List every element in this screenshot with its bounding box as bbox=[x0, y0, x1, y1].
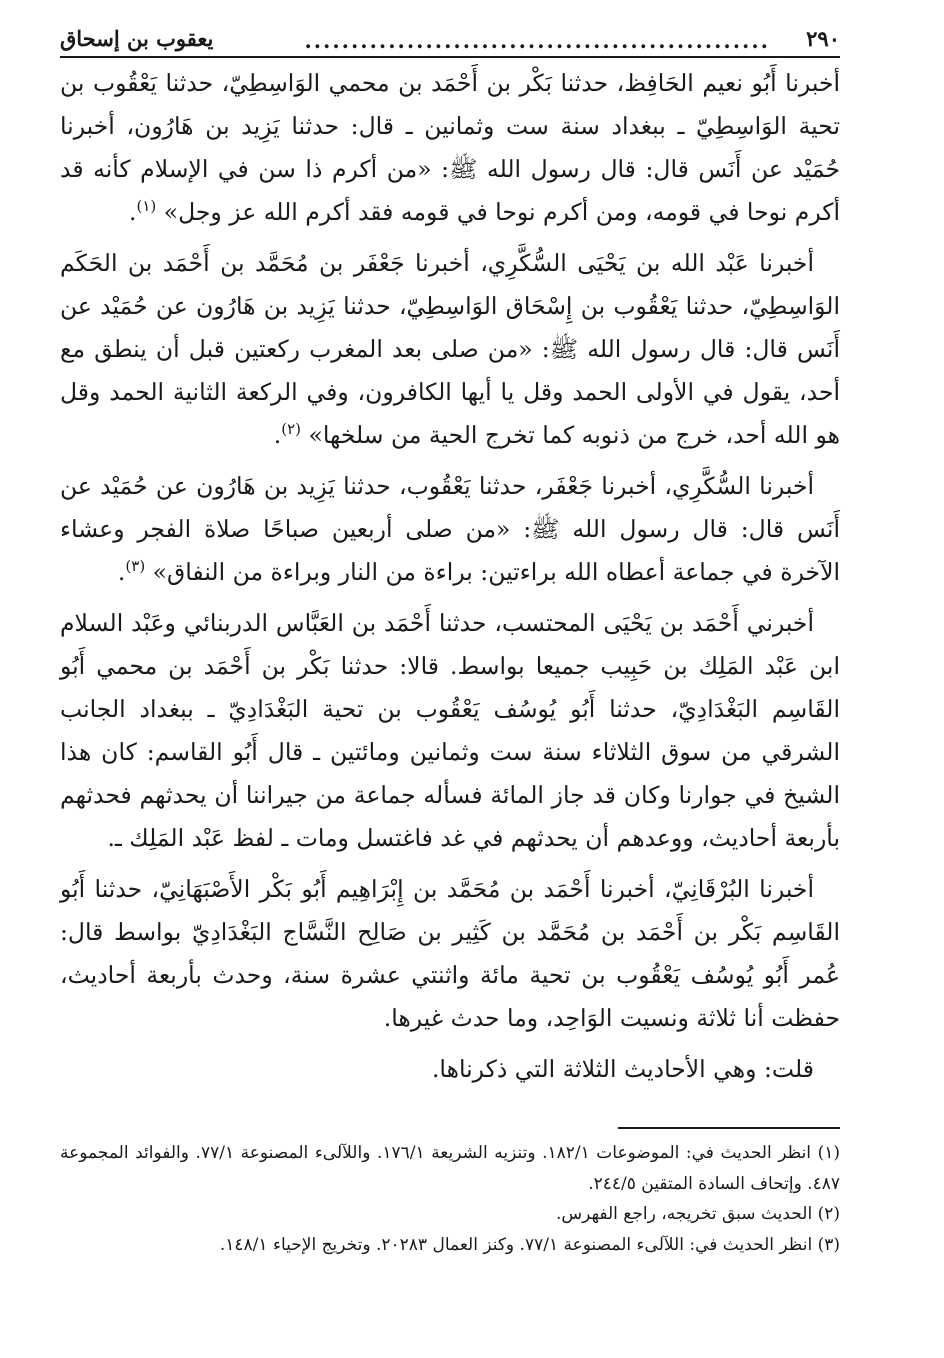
footnote-ref-2: (٢) bbox=[281, 420, 301, 439]
header-leader-dots: .................................................. bbox=[304, 28, 770, 53]
paragraph-2: أخبرنا عَبْد الله بن يَحْيَى السُّكَّرِي، أخبرنا جَعْفَر بن مُحَمَّد بن أَحْمَد بن الحَكَم الوَاسِطِيّ، حدثنا يَعْقُوب بن إِسْحَاق الوَاسِطِيّ، حدثنا يَزِيد بن هَارُون عن حُمَيْد عن أَنَس قال: قال رسول الله ﷺ: «من صلى بعد المغرب ركعتين قبل أن ينطق مع أحد، يقول في الأولى الحمد وقل يا أيها الكافرون، وفي الركعة الثانية الحمد وقل هو الله أحد، خرج من ذنوبه كما تخرج الحية من سلخها» $^{(٢)}$. bbox=[60, 249, 840, 449]
footnote-2: (٢) الحديث سبق تخريجه، راجع الفهرس. bbox=[556, 1204, 840, 1224]
running-title: يعقوب بن إسحاق bbox=[60, 26, 214, 51]
main-text bbox=[60, 62, 840, 1099]
paragraph-6: قلت: وهي الأحاديث الثلاثة التي ذكرناها. bbox=[431, 1055, 814, 1083]
paragraph-1: أخبرنا أَبُو نعيم الحَافِظ، حدثنا بَكْر بن أَحْمَد بن محمي الوَاسِطِيّ، حدثنا يَعْقُوب بن تحية الوَاسِطِيّ ـ ببغداد سنة ست وثمانين ـ قال: حدثنا يَزِيد بن هَارُون، أخبرنا حُمَيْد عن أَنَس قال: قال رسول الله ﷺ: «من أكرم ذا سن في الإسلام كأنه قد أكرم نوحا في قومه، ومن أكرم نوحا في قومه فقد أكرم الله عز وجل» $^{(١)}$. bbox=[60, 69, 840, 226]
paragraph-4: أخبرني أَحْمَد بن يَحْيَى المحتسب، حدثنا أَحْمَد بن العَبَّاس الدربنائي وعَبْد السلام ابن عَبْد المَلِك بن حَبِيب جميعا بواسط. قالا: حدثنا بَكْر بن أَحْمَد بن محمي أَبُو القَاسِم البَغْدَادِيّ، حدثنا أَبُو يُوسُف يَعْقُوب بن تحية البَغْدَادِيّ ـ ببغداد الجانب الشرقي من سوق الثلاثاء سنة ست وثمانين ومائتين ـ قال أَبُو القاسم: كان هذا الشيخ في جوارنا وكان قد جاز المائة فسأله جماعة من جيراننا أن يحدثهم فحدثهم بأربعة أحاديث، ووعدهم أن يحدثهم في غد فاغتسل ومات ـ لفظ عَبْد المَلِك ـ. bbox=[60, 609, 840, 852]
paragraph-5: أخبرنا البُرْقَانِيّ، أخبرنا أَحْمَد بن مُحَمَّد بن إِبْرَاهِيم أَبُو بَكْر الأَصْبَهَانِيّ، حدثنا أَبُو القَاسِم بَكْر بن أَحْمَد بن مُحَمَّد بن كَثِير بن صَالِح النَّسَّاج البَغْدَادِيّ بواسط قال: عُمر أَبُو يُوسُف يَعْقُوب بن تحية مائة واثنتي عشرة سنة، وحدث بأربعة أحاديث، حفظت أنا ثلاثة ونسيت الوَاحِد، وما حدث غيرها. bbox=[60, 875, 840, 1032]
footnote-ref-1: (١) bbox=[136, 197, 157, 216]
page-header bbox=[60, 26, 840, 58]
footnote-3: (٣) انظر الحديث في: اللآلىء المصنوعة ٧٧/١. وكنز العمال ٢٠٢٨٣. وتخريج الإحياء ١٤٨/١. bbox=[219, 1234, 840, 1255]
footnote-separator bbox=[618, 1127, 840, 1129]
footnotes bbox=[60, 1138, 840, 1260]
page-number: ٢٩٠ bbox=[806, 26, 840, 51]
paragraph-3: أخبرنا السُّكَّرِي، أخبرنا جَعْفَر، حدثنا يَعْقُوب، حدثنا يَزِيد بن هَارُون عن حُمَيْد عن أَنَس قال: قال رسول الله ﷺ: «من صلى أربعين صباحًا صلاة الفجر وعشاء الآخرة في جماعة أعطاه الله براءتين: براءة من النار وبراءة من النفاق» $^{(٣)}$. bbox=[60, 472, 840, 586]
footnote-ref-3: (٣) bbox=[125, 557, 146, 576]
footnote-1: (١) انظر الحديث في: الموضوعات ١٨٢/١. وتنزيه الشريعة ١٧٦/١. واللآلىء المصنوعة ٧٧/١. والفوائد المجموعة ٤٨٧. وإتحاف السادة المتقين ٢٤٤/٥. bbox=[60, 1143, 840, 1194]
